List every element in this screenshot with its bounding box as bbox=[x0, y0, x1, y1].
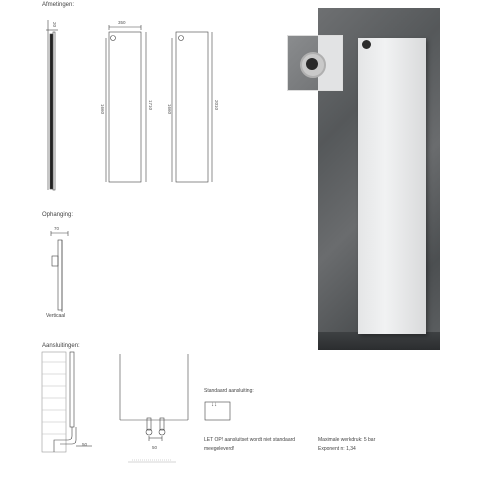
spec-pressure: Maximale werkdruk: 5 bar bbox=[318, 437, 376, 443]
front-view-a-drawing bbox=[106, 25, 146, 182]
knob-detail-inset bbox=[287, 35, 343, 91]
standard-connection-title: Standaard aansluiting: bbox=[204, 388, 254, 394]
standard-connection-box bbox=[205, 402, 230, 420]
front-view-b-drawing bbox=[172, 32, 212, 182]
inset-knob-core bbox=[306, 58, 318, 70]
side-view-drawing bbox=[46, 20, 58, 190]
mounting-depth-dimension: 70 bbox=[54, 226, 60, 231]
height-b-outer-dimension: 2010 bbox=[214, 100, 219, 111]
warning-line-2: meegeleverd! bbox=[204, 446, 235, 452]
dimensions-title: Afmetingen: bbox=[42, 2, 75, 8]
down-arrows-icon: ↓↓ bbox=[211, 402, 217, 408]
pipe-spacing-dimension: 50 bbox=[152, 445, 158, 450]
valve-knob-icon bbox=[362, 40, 371, 49]
mounting-caption: Verticaal bbox=[46, 313, 66, 319]
mounting-title: Ophanging: bbox=[42, 212, 74, 218]
connection-side-drawing bbox=[42, 352, 92, 452]
height-a-outer-dimension: 1710 bbox=[148, 100, 153, 111]
floor bbox=[318, 332, 440, 350]
connections-title: Aansluitingen: bbox=[42, 343, 80, 349]
height-b-inner-dimension: 1660 bbox=[167, 104, 172, 115]
radiator-panel bbox=[358, 38, 426, 334]
wall-offset-dimension: 50 bbox=[82, 442, 88, 447]
thickness-dimension: 20 bbox=[52, 22, 57, 28]
width-dimension: 350 bbox=[118, 20, 126, 25]
height-a-inner-dimension: 1660 bbox=[100, 104, 105, 115]
spec-exponent: Exponent n: 1,34 bbox=[318, 446, 356, 452]
mounting-detail-drawing bbox=[51, 231, 68, 312]
warning-line-1: LET OP! aansluitset wordt niet standaard bbox=[204, 437, 296, 443]
